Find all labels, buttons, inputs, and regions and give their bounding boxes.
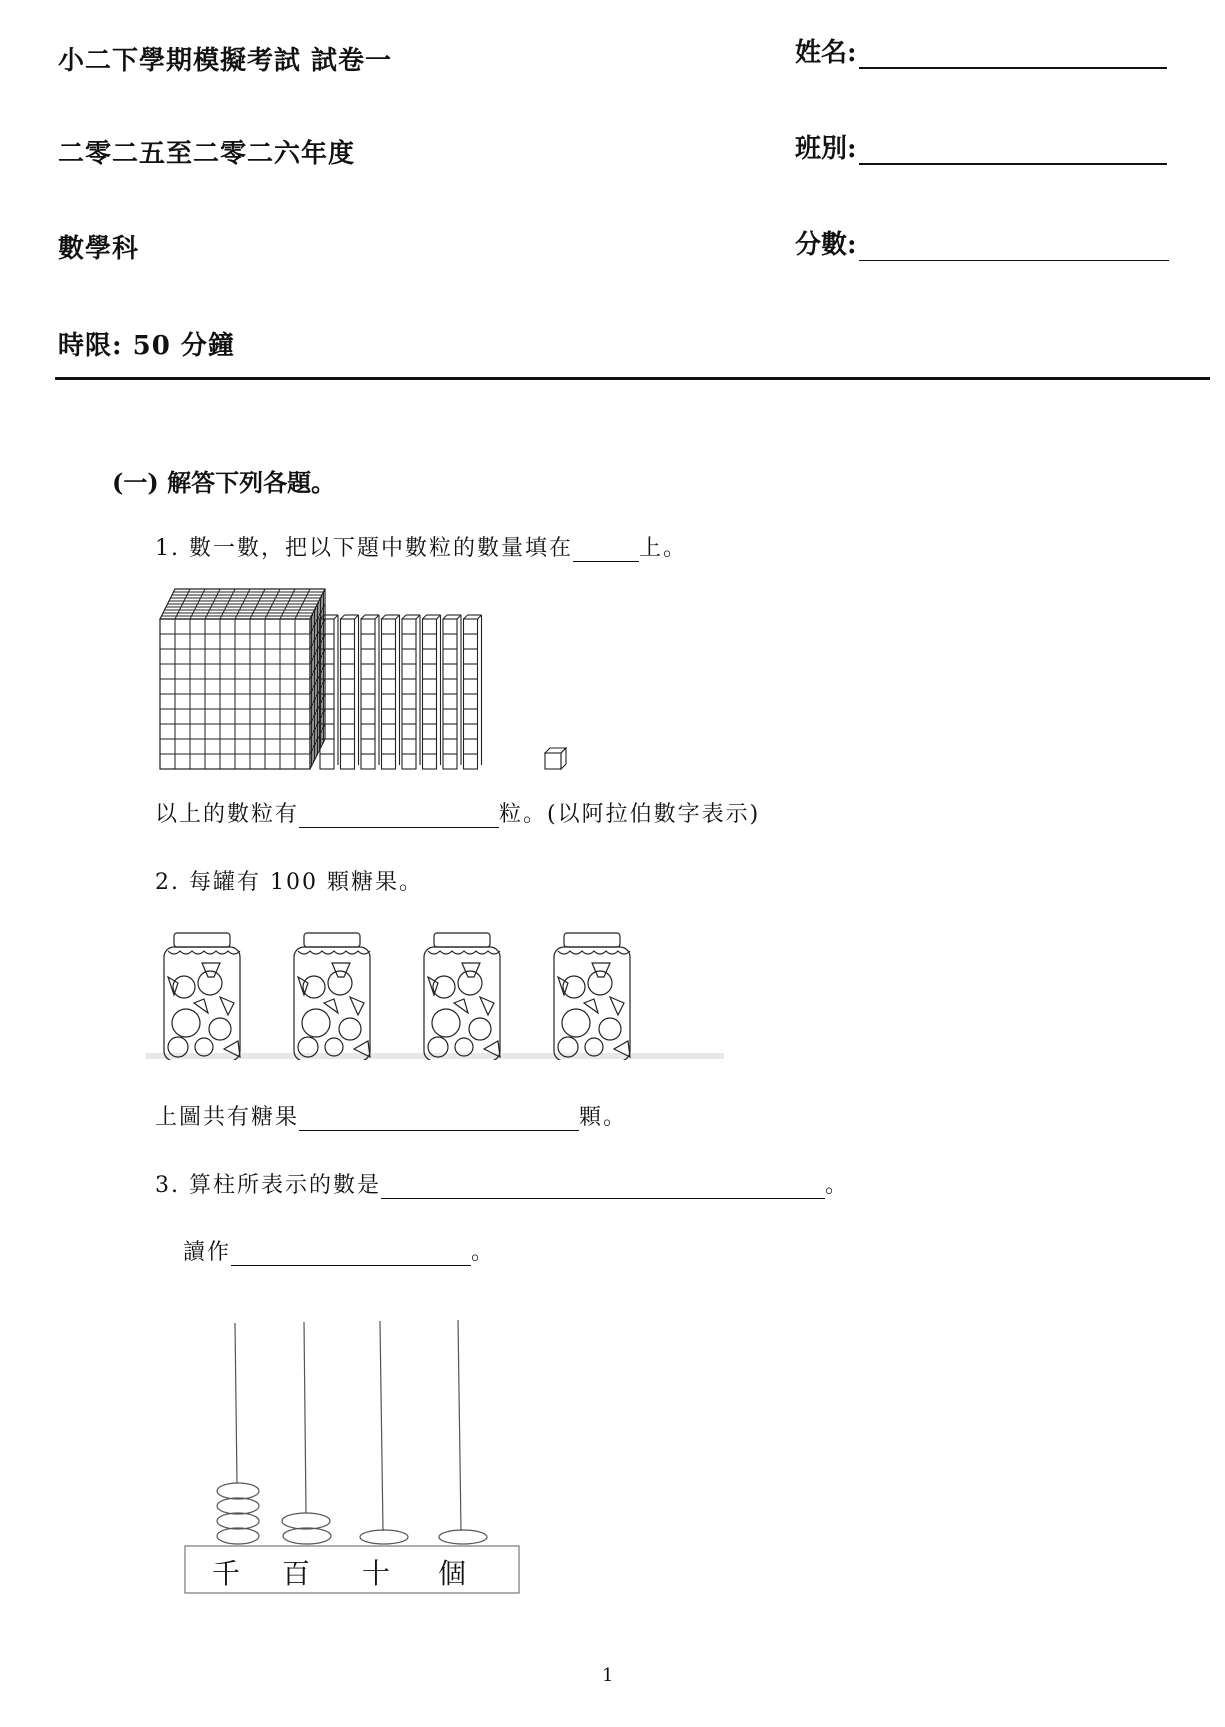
base-ten-blocks-figure	[155, 575, 575, 775]
header-divider	[55, 377, 1210, 380]
abacus-label-ones: 個	[438, 1557, 467, 1590]
abacus-label-thousands: 千	[212, 1557, 241, 1590]
question-3-prompt: 3. 算柱所表示的數是 。	[155, 1173, 850, 1198]
subject: 數學科	[58, 234, 140, 264]
question-1-prompt: 1. 數一數，把以下題中數粒的數量填在 上。	[155, 536, 688, 561]
score-label: 分數:	[795, 230, 857, 260]
question-3-number-blank[interactable]	[381, 1176, 825, 1199]
class-input[interactable]	[859, 137, 1167, 165]
question-2-prompt: 2. 每罐有 100 顆糖果。	[155, 870, 423, 895]
candy-jars-figure	[146, 925, 726, 1060]
class-label: 班別:	[795, 134, 857, 164]
time-limit: 時限: 50 分鐘	[58, 331, 235, 361]
abacus-label-hundreds: 百	[282, 1557, 311, 1590]
question-1-answer: 以上的數粒有 粒。(以阿拉伯數字表示)	[155, 802, 761, 827]
unit-cube-icon	[545, 748, 566, 769]
exam-title: 小二下學期模擬考試 試卷一	[58, 46, 393, 76]
question-3-read-blank[interactable]	[231, 1243, 471, 1266]
question-2-answer: 上圖共有糖果 顆。	[155, 1105, 628, 1130]
section-title: (一) 解答下列各題。	[112, 468, 336, 497]
score-input[interactable]	[859, 234, 1169, 261]
question-1-answer-blank[interactable]	[299, 805, 499, 828]
name-input[interactable]	[859, 41, 1167, 69]
name-field	[795, 32, 1167, 69]
score-field	[795, 224, 1169, 261]
school-year: 二零二五至二零二六年度	[58, 139, 356, 169]
question-3-read: 讀作 。	[183, 1240, 496, 1265]
abacus-label-tens: 十	[362, 1557, 391, 1590]
question-2-answer-blank[interactable]	[299, 1108, 579, 1131]
ten-rods-icon	[320, 615, 482, 769]
class-field	[795, 128, 1167, 165]
name-label: 姓名:	[795, 38, 857, 68]
page-number: 1	[602, 1665, 614, 1686]
